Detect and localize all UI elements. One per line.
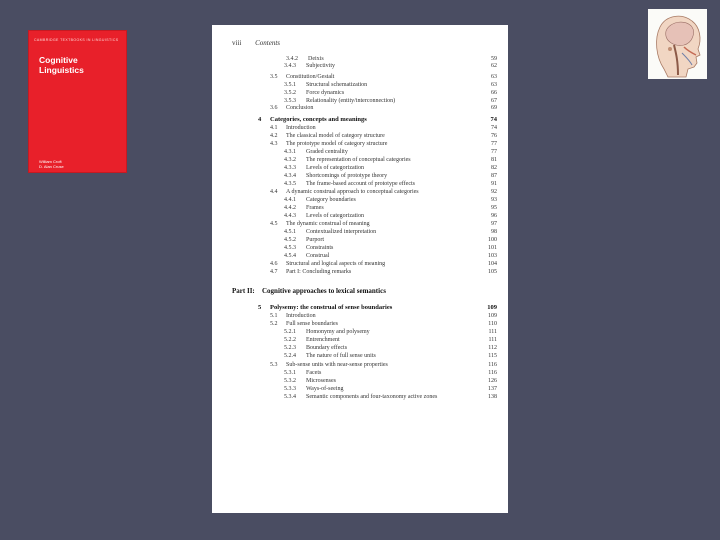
toc-entry — [270, 104, 497, 112]
toc-page-number: 98 — [491, 229, 497, 235]
toc-number: 3.5.1 — [284, 82, 296, 88]
toc-page-number: 76 — [491, 133, 497, 139]
toc-number: 4.3.2 — [284, 157, 296, 163]
toc-page-number: 67 — [491, 98, 497, 104]
toc-number: 5.3.2 — [284, 378, 296, 384]
toc-page-number: 93 — [491, 197, 497, 203]
toc-entry — [284, 89, 497, 97]
toc-entry — [284, 385, 497, 393]
toc-title: The classical model of category structure — [286, 133, 385, 139]
toc-number: 3.4.2 — [286, 56, 298, 62]
toc-title: Levels of categorization — [306, 165, 364, 171]
running-head — [232, 39, 280, 47]
toc-page-number: 138 — [488, 394, 497, 400]
toc-entry — [284, 369, 497, 377]
toc-page-number: 77 — [491, 141, 497, 147]
toc-title: Graded centrality — [306, 149, 348, 155]
toc-title: Introduction — [286, 313, 316, 319]
toc-number: 4.3.5 — [284, 181, 296, 187]
toc-page-number: 87 — [491, 173, 497, 179]
toc-title: Relationality (entity/interconnection) — [306, 98, 396, 104]
toc-page-number: 62 — [491, 63, 497, 69]
toc-title: Introduction — [286, 125, 316, 131]
toc-entry — [270, 132, 497, 140]
toc-title: The prototype model of category structure — [286, 141, 388, 147]
toc-title: Force dynamics — [306, 90, 345, 96]
toc-title: Boundary effects — [306, 345, 348, 351]
cover-title — [39, 55, 84, 75]
toc-page-number: 137 — [488, 386, 497, 392]
toc-part-heading — [232, 287, 497, 295]
toc-title: Purport — [306, 237, 324, 243]
toc-page-number: 101 — [488, 245, 497, 251]
toc-page-number: 116 — [488, 370, 497, 376]
book-page — [212, 25, 508, 513]
running-head-title: Contents — [255, 39, 280, 47]
toc-number: 4.7 — [270, 269, 278, 275]
toc-title: Ways-of-seeing — [306, 386, 344, 392]
toc-page-number: 110 — [488, 321, 497, 327]
toc-number: 3.6 — [270, 105, 278, 111]
toc-number: 4.5.3 — [284, 245, 296, 251]
toc-page-number: 111 — [488, 329, 497, 335]
toc-page-number: 100 — [488, 237, 497, 243]
toc-number: 4.3.4 — [284, 173, 296, 179]
toc-entry — [270, 312, 497, 320]
toc-entry — [270, 124, 497, 132]
toc-entry — [284, 156, 497, 164]
toc-title: Structural schematization — [306, 82, 368, 88]
toc-title: The nature of full sense units — [306, 353, 376, 359]
toc-page-number: 95 — [491, 205, 497, 211]
toc-number: 5 — [258, 304, 262, 311]
toc-entry — [284, 164, 497, 172]
toc-entry — [284, 228, 497, 236]
toc-title: Subjectivity — [306, 63, 335, 69]
toc-entry — [270, 220, 497, 228]
toc-entry — [284, 252, 497, 260]
toc-number: 3.5 — [270, 74, 278, 80]
toc-number: 4.3.1 — [284, 149, 296, 155]
toc-chapter — [258, 304, 497, 312]
toc-entry — [284, 344, 497, 352]
toc-title: Microsenses — [306, 378, 336, 384]
toc-number: 5.3.1 — [284, 370, 296, 376]
toc-number: 4.2 — [270, 133, 278, 139]
toc-number: 5.1 — [270, 313, 278, 319]
toc-page-number: 97 — [491, 221, 497, 227]
toc-page-number: 109 — [488, 313, 497, 319]
toc-entry — [284, 172, 497, 180]
toc-entry — [270, 361, 497, 369]
toc-number: 3.4.3 — [284, 63, 296, 69]
cover-author-1: William Croft — [39, 159, 62, 164]
toc-entry — [284, 236, 497, 244]
toc-number: 4.5 — [270, 221, 278, 227]
toc-entry — [284, 196, 497, 204]
toc-number: 4.6 — [270, 261, 278, 267]
toc-title: Homonymy and polysemy — [306, 329, 370, 335]
toc-title: The dynamic construal of meaning — [286, 221, 370, 227]
toc-entry — [270, 260, 497, 268]
toc-title: Part I: Concluding remarks — [286, 269, 352, 275]
toc-number: 4.4 — [270, 189, 278, 195]
toc-entry — [284, 204, 497, 212]
toc-title: Shortcomings of prototype theory — [306, 173, 388, 179]
toc-number: 4.3 — [270, 141, 278, 147]
toc-page-number: 116 — [488, 362, 497, 368]
toc-entry — [284, 148, 497, 156]
toc-page-number: 91 — [491, 181, 497, 187]
toc-number: 4.3.3 — [284, 165, 296, 171]
toc-number: 5.2.2 — [284, 337, 296, 343]
toc-page-number: 59 — [491, 56, 497, 62]
running-head-page: viii — [232, 39, 242, 47]
toc-title: The representation of conceptual categories — [306, 157, 411, 163]
toc-number: 3.5.2 — [284, 90, 296, 96]
toc-title: Levels of categorization — [306, 213, 364, 219]
toc-entry — [270, 188, 497, 196]
toc-title: Constraints — [306, 245, 334, 251]
toc-page-number: 112 — [488, 345, 497, 351]
toc-page-number: 74 — [491, 125, 497, 131]
toc-entry — [284, 377, 497, 385]
toc-number: 4.1 — [270, 125, 278, 131]
toc-entry — [284, 352, 497, 360]
toc-entry — [284, 62, 497, 70]
toc-page-number: 77 — [491, 149, 497, 155]
toc-number: Part II: — [232, 287, 255, 295]
toc-page-number: 82 — [491, 165, 497, 171]
toc-number: 5.3.3 — [284, 386, 296, 392]
toc-page-number: 104 — [488, 261, 497, 267]
head-anatomy-image — [648, 9, 707, 79]
toc-title: Deixis — [308, 56, 324, 62]
toc-page-number: 63 — [491, 74, 497, 80]
cover-title-line1: Cognitive — [39, 55, 78, 65]
toc-title: Sub-sense units with near-sense properties — [286, 362, 388, 368]
toc-page-number: 63 — [491, 82, 497, 88]
toc-number: 5.2.1 — [284, 329, 296, 335]
toc-title: Polysemy: the construal of sense boundaries — [270, 304, 393, 311]
toc-title: Semantic components and four-taxonomy active zones — [306, 394, 438, 400]
toc-number: 5.3.4 — [284, 394, 296, 400]
toc-page-number: 109 — [487, 304, 497, 311]
toc-page-number: 105 — [488, 269, 497, 275]
toc-title: Constitution/Gestalt — [286, 74, 335, 80]
toc-title: Facets — [306, 370, 322, 376]
toc-title: Full sense boundaries — [286, 321, 338, 327]
toc-page-number: 111 — [488, 337, 497, 343]
toc-title: Frames — [306, 205, 324, 211]
toc-page-number: 69 — [491, 105, 497, 111]
toc-entry — [284, 328, 497, 336]
cover-title-line2: Linguistics — [39, 65, 84, 75]
toc-entry — [270, 73, 497, 81]
cover-series: CAMBRIDGE TEXTBOOKS IN LINGUISTICS — [34, 38, 119, 42]
toc-title: Entrenchment — [306, 337, 340, 343]
toc-page-number: 96 — [491, 213, 497, 219]
toc-number: 4.4.2 — [284, 205, 296, 211]
toc-title: Cognitive approaches to lexical semantics — [262, 287, 386, 295]
toc-page-number: 81 — [491, 157, 497, 163]
toc-title: Structural and logical aspects of meaning — [286, 261, 386, 267]
toc-title: Construal — [306, 253, 330, 259]
toc-page-number: 115 — [488, 353, 497, 359]
cover-authors — [39, 159, 64, 169]
cover-author-2: D. Alan Cruse — [39, 164, 64, 169]
toc-number: 5.3 — [270, 362, 278, 368]
toc-number: 4.4.1 — [284, 197, 296, 203]
toc-entry — [270, 268, 497, 276]
toc-title: The frame-based account of prototype effects — [306, 181, 416, 187]
book-cover — [29, 31, 126, 172]
toc-number: 5.2.4 — [284, 353, 296, 359]
toc-number: 4 — [258, 116, 262, 123]
toc-title: Categories, concepts and meanings — [270, 116, 367, 123]
toc-number: 5.2 — [270, 321, 278, 327]
toc-chapter — [258, 116, 497, 124]
toc-number: 4.5.4 — [284, 253, 296, 259]
toc-page-number: 66 — [491, 90, 497, 96]
toc-page-number: 92 — [491, 189, 497, 195]
toc-number: 4.5.1 — [284, 229, 296, 235]
toc-entry — [284, 212, 497, 220]
toc-entry — [284, 180, 497, 188]
toc-number: 5.2.3 — [284, 345, 296, 351]
toc-number: 4.4.3 — [284, 213, 296, 219]
toc-entry — [270, 320, 497, 328]
toc-entry — [284, 81, 497, 89]
toc-title: Conclusion — [286, 105, 314, 111]
toc-entry — [284, 336, 497, 344]
toc-entry — [284, 393, 497, 401]
toc-entry — [270, 140, 497, 148]
toc-number: 4.5.2 — [284, 237, 296, 243]
toc-page-number: 74 — [490, 116, 497, 123]
toc-page-number: 126 — [488, 378, 497, 384]
toc-page-number: 103 — [488, 253, 497, 259]
toc-title: Contextualized interpretation — [306, 229, 377, 235]
toc-entry — [284, 244, 497, 252]
toc-number: 3.5.3 — [284, 98, 296, 104]
toc-title: A dynamic construal approach to conceptual categories — [286, 189, 419, 195]
toc-title: Category boundaries — [306, 197, 356, 203]
